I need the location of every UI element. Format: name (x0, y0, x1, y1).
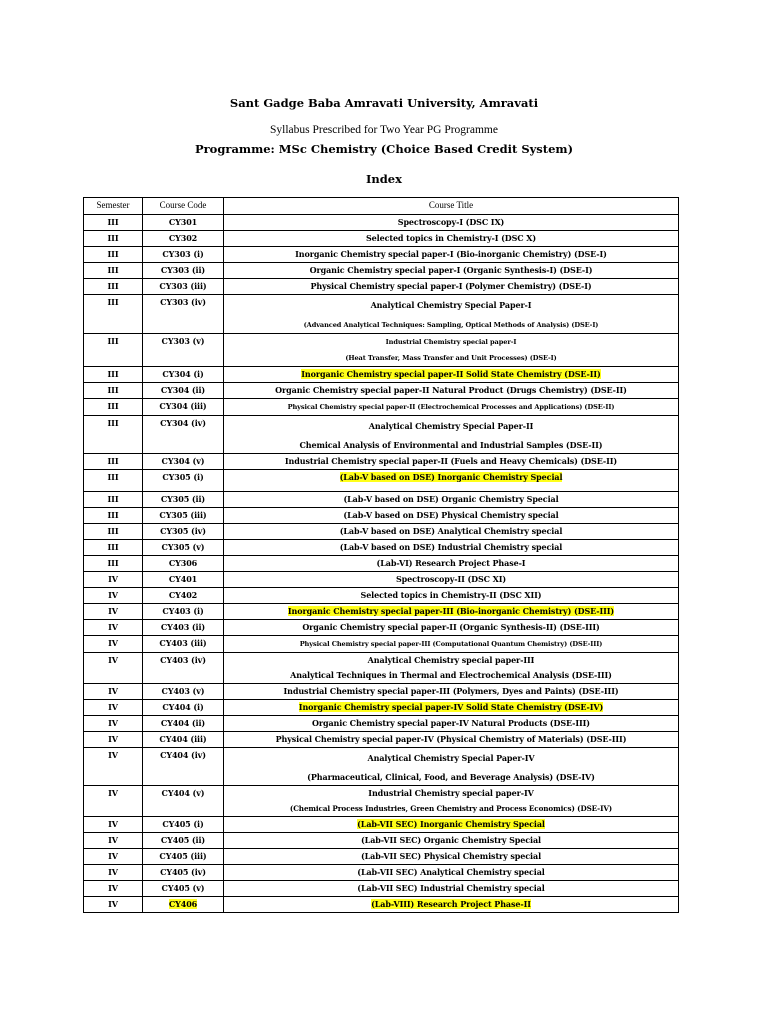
course-title-cell (224, 849, 679, 865)
course-title-text: Organic Chemistry special paper-II Natural Product (Drugs Chemistry) (DSE-II) (275, 385, 627, 395)
table-row (84, 470, 679, 492)
table-row (84, 454, 679, 470)
semester-cell: IV (84, 897, 143, 913)
table-row (84, 231, 679, 247)
course-title-text: (Lab-VIII) Research Project Phase-II (371, 899, 531, 909)
course-title-text: Analytical Chemistry Special Paper-I (370, 300, 532, 310)
course-title-cell (224, 881, 679, 897)
course-code-cell (143, 700, 224, 716)
course-title-cell (224, 540, 679, 556)
table-row (84, 492, 679, 508)
course-code-text: CY302 (168, 233, 198, 243)
course-title-cell (224, 748, 679, 786)
table-row (84, 849, 679, 865)
semester-cell: IV (84, 604, 143, 620)
course-code-cell (143, 636, 224, 653)
semester-cell: III (84, 470, 143, 492)
course-code-cell (143, 897, 224, 913)
course-code-text: CY305 (v) (161, 542, 205, 552)
course-code-text: CY304 (i) (162, 369, 204, 379)
course-code-cell (143, 399, 224, 416)
course-title-cell (224, 524, 679, 540)
course-code-cell (143, 588, 224, 604)
syllabus-subtitle: Syllabus Prescribed for Two Year PG Programme (269, 124, 498, 136)
course-code-text: CY403 (iv) (160, 655, 206, 665)
course-code-cell (143, 215, 224, 231)
course-title-text: (Lab-V based on DSE) Organic Chemistry Special (343, 494, 559, 504)
course-title-cell (224, 367, 679, 383)
course-code-cell (143, 865, 224, 881)
course-code-text: CY405 (ii) (160, 835, 206, 845)
course-code-text: CY404 (iv) (160, 750, 206, 760)
semester-cell: III (84, 416, 143, 454)
course-code-cell (143, 470, 224, 492)
course-title-text: Organic Chemistry special paper-IV Natural Products (DSE-III) (312, 718, 590, 728)
table-row (84, 636, 679, 653)
semester-cell: III (84, 295, 143, 334)
course-code-text: CY305 (ii) (160, 494, 206, 504)
semester-cell: III (84, 492, 143, 508)
course-title-text: Physical Chemistry special paper-III (Computational Quantum Chemistry) (DSE-III) (299, 640, 603, 648)
course-title-text: Spectroscopy-II (DSC XI) (395, 574, 507, 584)
semester-cell: IV (84, 833, 143, 849)
course-title-text: Inorganic Chemistry special paper-III (Bio-inorganic Chemistry) (DSE-III) (287, 606, 615, 616)
course-code-cell (143, 786, 224, 817)
course-title-text: (Lab-V based on DSE) Physical Chemistry special (343, 510, 559, 520)
table-row (84, 556, 679, 572)
table-row (84, 279, 679, 295)
course-code-text: CY303 (i) (162, 249, 204, 259)
course-code-cell (143, 572, 224, 588)
course-title-text: (Lab-VII SEC) Physical Chemistry special (360, 851, 542, 861)
course-code-text: CY305 (iv) (160, 526, 206, 536)
course-code-text: CY406 (168, 899, 198, 909)
course-code-text: CY405 (iv) (160, 867, 206, 877)
course-title-cell (224, 620, 679, 636)
course-title-text: Industrial Chemistry special paper-I (385, 338, 517, 346)
table-row (84, 416, 679, 454)
course-code-text: CY305 (iii) (159, 510, 207, 520)
course-code-cell (143, 881, 224, 897)
semester-cell: III (84, 231, 143, 247)
course-title-cell (224, 470, 679, 492)
semester-cell: IV (84, 849, 143, 865)
index-heading: Index (366, 172, 402, 186)
semester-cell: IV (84, 636, 143, 653)
course-title-text: (Lab-V based on DSE) Inorganic Chemistry Special (339, 472, 563, 482)
course-title-text: Chemical Analysis of Environmental and Industrial Samples (DSE-II) (299, 440, 603, 450)
semester-cell: III (84, 279, 143, 295)
course-code-cell (143, 716, 224, 732)
course-code-cell (143, 383, 224, 399)
course-code-text: CY303 (iv) (160, 297, 206, 307)
course-code-cell (143, 279, 224, 295)
semester-cell: IV (84, 653, 143, 684)
semester-cell: III (84, 399, 143, 416)
course-title-cell (224, 492, 679, 508)
course-code-text: CY301 (168, 217, 198, 227)
column-header-course-code: Course Code (143, 198, 224, 215)
course-title-cell (224, 263, 679, 279)
course-code-text: CY304 (iv) (160, 418, 206, 428)
course-title-text: Inorganic Chemistry special paper-II Solid State Chemistry (DSE-II) (301, 369, 601, 379)
course-code-text: CY405 (v) (161, 883, 205, 893)
course-title-cell (224, 732, 679, 748)
course-code-cell (143, 653, 224, 684)
semester-cell: IV (84, 748, 143, 786)
semester-cell: IV (84, 732, 143, 748)
course-code-text: CY306 (168, 558, 198, 568)
course-title-text: Industrial Chemistry special paper-IV (368, 788, 534, 798)
table-row (84, 620, 679, 636)
course-code-text: CY303 (iii) (159, 281, 207, 291)
course-code-text: CY403 (iii) (159, 638, 207, 648)
course-title-text: Inorganic Chemistry special paper-IV Solid State Chemistry (DSE-IV) (298, 702, 604, 712)
table-row (84, 716, 679, 732)
course-title-text: Analytical Techniques in Thermal and Electrochemical Analysis (DSE-III) (290, 670, 612, 680)
course-title-cell (224, 865, 679, 881)
course-title-text: Physical Chemistry special paper-I (Polymer Chemistry) (DSE-I) (310, 281, 592, 291)
table-row (84, 865, 679, 881)
table-row (84, 295, 679, 334)
course-code-text: CY403 (ii) (160, 622, 206, 632)
course-title-cell (224, 833, 679, 849)
course-title-cell (224, 817, 679, 833)
semester-cell: III (84, 334, 143, 367)
course-title-text: Spectroscopy-I (DSC IX) (397, 217, 505, 227)
course-title-cell (224, 604, 679, 620)
course-code-cell (143, 748, 224, 786)
table-row (84, 684, 679, 700)
course-title-text: Analytical Chemistry Special Paper-IV (367, 753, 535, 763)
course-code-cell (143, 416, 224, 454)
course-code-text: CY304 (ii) (160, 385, 206, 395)
course-code-cell (143, 247, 224, 263)
table-row (84, 572, 679, 588)
table-row (84, 334, 679, 367)
course-code-text: CY402 (168, 590, 198, 600)
semester-cell: III (84, 383, 143, 399)
course-code-text: CY405 (i) (162, 819, 204, 829)
semester-cell: IV (84, 817, 143, 833)
semester-cell: IV (84, 881, 143, 897)
course-title-cell (224, 454, 679, 470)
course-title-cell (224, 588, 679, 604)
column-header-semester: Semester (84, 198, 143, 215)
table-row (84, 263, 679, 279)
course-title-text: (Advanced Analytical Techniques: Sampling, Optical Methods of Analysis) (DSE-I) (303, 321, 599, 329)
semester-cell: III (84, 454, 143, 470)
course-title-cell (224, 247, 679, 263)
course-title-cell (224, 897, 679, 913)
course-title-text: Analytical Chemistry special paper-III (367, 655, 535, 665)
table-row (84, 700, 679, 716)
course-title-text: (Lab-VII SEC) Organic Chemistry Special (360, 835, 541, 845)
course-title-text: Industrial Chemistry special paper-III (Polymers, Dyes and Paints) (DSE-III) (283, 686, 619, 696)
course-title-cell (224, 556, 679, 572)
table-row (84, 367, 679, 383)
course-title-cell (224, 231, 679, 247)
course-title-text: (Lab-VII SEC) Inorganic Chemistry Special (357, 819, 545, 829)
course-code-cell (143, 732, 224, 748)
table-row (84, 881, 679, 897)
semester-cell: III (84, 247, 143, 263)
table-row (84, 653, 679, 684)
course-title-cell (224, 572, 679, 588)
semester-cell: IV (84, 700, 143, 716)
course-title-cell (224, 508, 679, 524)
table-row (84, 897, 679, 913)
course-code-text: CY303 (v) (161, 336, 205, 346)
course-code-text: CY304 (iii) (159, 401, 207, 411)
course-code-cell (143, 849, 224, 865)
semester-cell: III (84, 263, 143, 279)
table-row (84, 748, 679, 786)
course-title-text: (Pharmaceutical, Clinical, Food, and Beverage Analysis) (DSE-IV) (307, 772, 595, 782)
semester-cell: III (84, 540, 143, 556)
course-code-cell (143, 367, 224, 383)
course-title-cell (224, 399, 679, 416)
table-row (84, 588, 679, 604)
table-row (84, 247, 679, 263)
semester-cell: IV (84, 620, 143, 636)
course-code-text: CY403 (i) (162, 606, 204, 616)
programme-title: Programme: MSc Chemistry (Choice Based Credit System) (194, 142, 574, 156)
semester-cell: III (84, 556, 143, 572)
course-title-cell (224, 716, 679, 732)
course-code-cell (143, 231, 224, 247)
semester-cell: IV (84, 572, 143, 588)
course-title-cell (224, 700, 679, 716)
semester-cell: IV (84, 865, 143, 881)
course-code-text: CY403 (v) (161, 686, 205, 696)
semester-cell: III (84, 524, 143, 540)
course-code-text: CY404 (i) (162, 702, 204, 712)
course-title-text: Physical Chemistry special paper-II (Electrochemical Processes and Applications) (DSE-II) (287, 403, 615, 411)
course-code-cell (143, 524, 224, 540)
semester-cell: III (84, 215, 143, 231)
course-code-cell (143, 684, 224, 700)
table-row (84, 399, 679, 416)
course-code-cell (143, 334, 224, 367)
course-code-cell (143, 556, 224, 572)
course-title-text: Organic Chemistry special paper-II (Organic Synthesis-II) (DSE-III) (302, 622, 600, 632)
course-title-cell (224, 334, 679, 367)
course-title-text: (Chemical Process Industries, Green Chemistry and Process Economics) (DSE-IV) (289, 804, 613, 813)
course-code-cell (143, 620, 224, 636)
table-row (84, 540, 679, 556)
table-row (84, 524, 679, 540)
column-header-course-title: Course Title (224, 198, 679, 215)
semester-cell: IV (84, 588, 143, 604)
course-title-cell (224, 636, 679, 653)
university-title: Sant Gadge Baba Amravati University, Amravati (229, 96, 539, 110)
course-code-text: CY401 (168, 574, 198, 584)
table-row (84, 732, 679, 748)
table-row (84, 383, 679, 399)
course-code-cell (143, 295, 224, 334)
course-code-cell (143, 454, 224, 470)
semester-cell: III (84, 367, 143, 383)
course-title-cell (224, 786, 679, 817)
course-title-text: (Lab-VII SEC) Industrial Chemistry special (357, 883, 545, 893)
semester-cell: IV (84, 716, 143, 732)
course-title-cell (224, 279, 679, 295)
semester-cell: IV (84, 684, 143, 700)
table-header-row (84, 198, 679, 215)
course-title-text: (Lab-V based on DSE) Analytical Chemistry special (339, 526, 563, 536)
course-code-text: CY305 (i) (162, 472, 204, 482)
table-row (84, 817, 679, 833)
course-title-text: Selected topics in Chemistry-II (DSC XII) (360, 590, 542, 600)
course-code-text: CY404 (v) (161, 788, 205, 798)
course-code-cell (143, 817, 224, 833)
course-code-text: CY404 (iii) (159, 734, 207, 744)
course-title-text: Industrial Chemistry special paper-II (Fuels and Heavy Chemicals) (DSE-II) (284, 456, 618, 466)
course-title-text: Inorganic Chemistry special paper-I (Bio-inorganic Chemistry) (DSE-I) (295, 249, 607, 259)
course-code-cell (143, 263, 224, 279)
course-code-cell (143, 492, 224, 508)
course-code-cell (143, 604, 224, 620)
course-title-text: (Lab-V based on DSE) Industrial Chemistry special (339, 542, 563, 552)
course-code-text: CY405 (iii) (159, 851, 207, 861)
table-row (84, 786, 679, 817)
table-row (84, 833, 679, 849)
course-title-text: Organic Chemistry special paper-I (Organic Synthesis-I) (DSE-I) (309, 265, 593, 275)
course-code-text: CY303 (ii) (160, 265, 206, 275)
course-title-cell (224, 653, 679, 684)
course-code-text: CY404 (ii) (160, 718, 206, 728)
course-title-cell (224, 684, 679, 700)
table-row (84, 508, 679, 524)
course-title-cell (224, 383, 679, 399)
course-code-cell (143, 508, 224, 524)
semester-cell: III (84, 508, 143, 524)
course-title-cell (224, 295, 679, 334)
course-title-text: (Lab-VII SEC) Analytical Chemistry special (357, 867, 545, 877)
course-title-cell (224, 416, 679, 454)
course-code-cell (143, 833, 224, 849)
course-title-text: Analytical Chemistry Special Paper-II (368, 421, 534, 431)
table-row (84, 215, 679, 231)
course-code-text: CY304 (v) (161, 456, 205, 466)
semester-cell: IV (84, 786, 143, 817)
course-code-cell (143, 540, 224, 556)
course-title-text: Physical Chemistry special paper-IV (Physical Chemistry of Materials) (DSE-III) (275, 734, 627, 744)
course-title-text: Selected topics in Chemistry-I (DSC X) (365, 233, 537, 243)
table-row (84, 604, 679, 620)
course-title-text: (Lab-VI) Research Project Phase-I (376, 558, 526, 568)
course-title-cell (224, 215, 679, 231)
course-title-text: (Heat Transfer, Mass Transfer and Unit Processes) (DSE-I) (345, 354, 557, 362)
course-index-table (83, 197, 679, 913)
